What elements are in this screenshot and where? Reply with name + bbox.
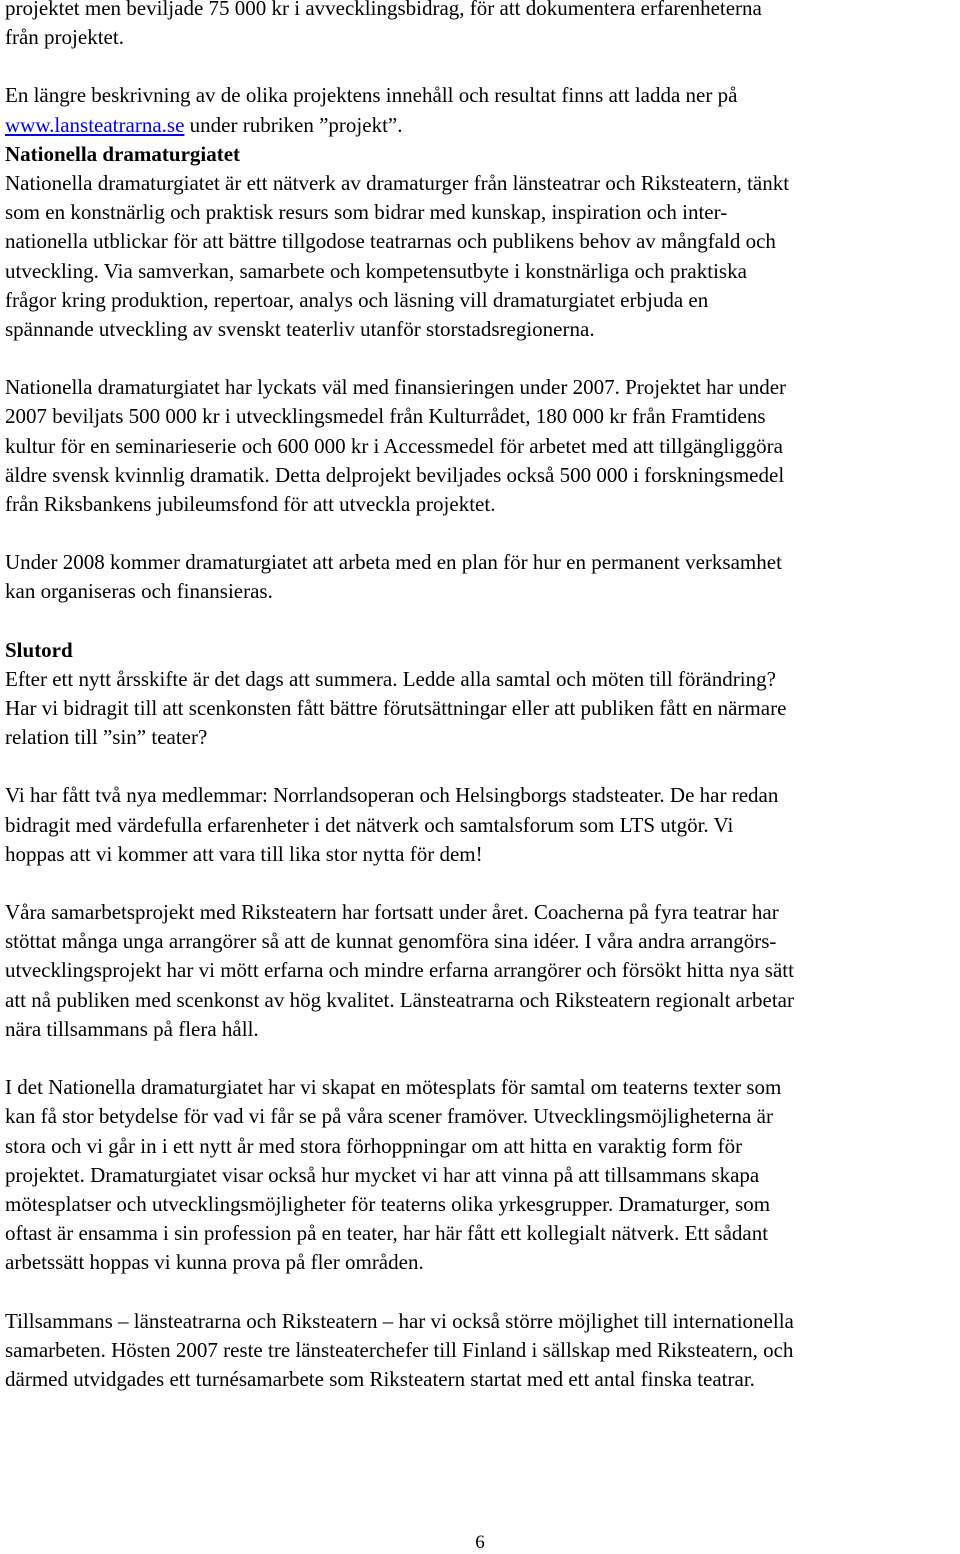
international-paragraph	[5, 1307, 960, 1395]
text-line: I det Nationella dramaturgiatet har vi skapat en mötesplats för samtal om teaterns texter som	[5, 1075, 782, 1100]
text-line: att nå publiken med scenkonst av hög kvalitet. Länsteatrarna och Riksteatern regionalt arbetar	[5, 987, 794, 1012]
text-line: Vi har fått två nya medlemmar: Norrlandsoperan och Helsingborgs stadsteater. De har redan	[5, 783, 779, 808]
text-line: En längre beskrivning av de olika projektens innehåll och resultat finns att ladda ner på	[5, 83, 738, 108]
text-line: kultur för en seminarieserie och 600 000 kr i Accessmedel för arbetet med att tillgängliggöra	[5, 433, 783, 458]
text-line	[5, 111, 960, 140]
text-line: relation till ”sin” teater?	[5, 725, 208, 750]
text-line: utvecklingsprojekt har vi mött erfarna och mindre erfarna arrangörer och försökt hitta nya sätt	[5, 958, 794, 983]
text-line: stöttat många unga arrangörer så att de kunnat genomföra sina idéer. I våra andra arrangörs-	[5, 929, 777, 954]
nationella-heading: Nationella dramaturgiatet	[5, 141, 241, 166]
paragraph-spacer	[5, 607, 960, 636]
paragraph-spacer	[5, 344, 960, 373]
text-line: stora och vi går in i ett nytt år med stora förhoppningar om att hitta en varaktig form för	[5, 1133, 743, 1158]
document-page	[5, 0, 960, 1394]
text-line: Tillsammans – länsteatrarna och Riksteatern – har vi också större möjlighet till internationella	[5, 1308, 794, 1333]
text-line: kan få stor betydelse för vad vi får se på våra scener framöver. Utvecklingsmöjligheterna är	[5, 1104, 773, 1129]
text-line: projektet men beviljade 75 000 kr i avvecklingsbidrag, för att dokumentera erfarenheterna	[5, 0, 762, 20]
text-line: därmed utvidgades ett turnésamarbete som Riksteatern startat med ett antal finska teatrar.	[5, 1366, 755, 1391]
text-line: Nationella dramaturgiatet har lyckats väl med finansieringen under 2007. Projektet har under	[5, 375, 787, 400]
text-line: som en konstnärlig och praktisk resurs som bidrar med kunskap, inspiration och inter-	[5, 200, 728, 225]
text-line: 2007 beviljats 500 000 kr i utvecklingsmedel från Kulturrådet, 180 000 kr från Framtidens	[5, 404, 766, 429]
text-line: oftast är ensamma i sin profession på en teater, har här fått ett kollegialt nätverk. Ett sådant	[5, 1221, 769, 1246]
link-suffix-text: under rubriken ”projekt”.	[184, 112, 403, 137]
text-line: hoppas att vi kommer att vara till lika stor nytta för dem!	[5, 841, 483, 866]
text-line: spännande utveckling av svenskt teaterliv utanför storstadsregionerna.	[5, 317, 595, 342]
text-line: utveckling. Via samverkan, samarbete och kompetensutbyte i konstnärliga och praktiska	[5, 258, 747, 283]
text-line: från Riksbankens jubileumsfond för att utveckla projektet.	[5, 492, 496, 517]
collaboration-paragraph	[5, 898, 960, 1044]
paragraph-spacer	[5, 752, 960, 781]
text-line: Efter ett nytt årsskifte är det dags att summera. Ledde alla samtal och möten till förändring?	[5, 666, 776, 691]
paragraph-spacer	[5, 1044, 960, 1073]
slutord-section	[5, 636, 960, 753]
download-paragraph	[5, 81, 960, 139]
page-number: 6	[475, 1532, 485, 1553]
text-line: Har vi bidragit till att scenkonsten fått bättre förutsättningar eller att publiken fått en närmare	[5, 696, 787, 721]
text-line: från projektet.	[5, 25, 124, 50]
nationella-section	[5, 140, 960, 344]
text-line: arbetssätt hoppas vi kunna prova på fler områden.	[5, 1250, 424, 1275]
dramaturgiatet-paragraph	[5, 1073, 960, 1277]
text-line: bidragit med värdefulla erfarenheter i det nätverk och samtalsforum som LTS utgör. Vi	[5, 812, 734, 837]
lansteatrarna-link[interactable]: www.lansteatrarna.se	[5, 112, 185, 137]
text-line: samarbeten. Hösten 2007 reste tre länsteaterchefer till Finland i sällskap med Riksteatern, och	[5, 1337, 794, 1362]
text-line: Våra samarbetsprojekt med Riksteatern har fortsatt under året. Coacherna på fyra teatrar har	[5, 900, 779, 925]
paragraph-spacer	[5, 52, 960, 81]
slutord-heading: Slutord	[5, 637, 73, 662]
paragraph-spacer	[5, 1278, 960, 1307]
paragraph-spacer	[5, 869, 960, 898]
text-line: Under 2008 kommer dramaturgiatet att arbeta med en plan för hur en permanent verksamhet	[5, 550, 782, 575]
new-members-paragraph	[5, 781, 960, 869]
intro-paragraph	[5, 0, 960, 52]
text-line: Nationella dramaturgiatet är ett nätverk av dramaturger från länsteatrar och Riksteatern, tänkt	[5, 171, 790, 196]
text-line: frågor kring produktion, repertoar, analys och läsning vill dramaturgiatet erbjuda en	[5, 287, 709, 312]
text-line: mötesplatser och utvecklingsmöjligheter för teaterns olika yrkesgrupper. Dramaturger, som	[5, 1191, 771, 1216]
text-line: kan organiseras och finansieras.	[5, 579, 273, 604]
nationella-plan-paragraph	[5, 548, 960, 606]
text-line: nära tillsammans på flera håll.	[5, 1016, 259, 1041]
text-line: projektet. Dramaturgiatet visar också hur mycket vi har att vinna på att tillsammans skapa	[5, 1162, 760, 1187]
nationella-financing-paragraph	[5, 373, 960, 519]
text-line: äldre svensk kvinnlig dramatik. Detta delprojekt beviljades också 500 000 i forskningsmedel	[5, 462, 785, 487]
text-line: nationella utblickar för att bättre tillgodose teatrarnas och publikens behov av mångfald och	[5, 229, 776, 254]
paragraph-spacer	[5, 519, 960, 548]
